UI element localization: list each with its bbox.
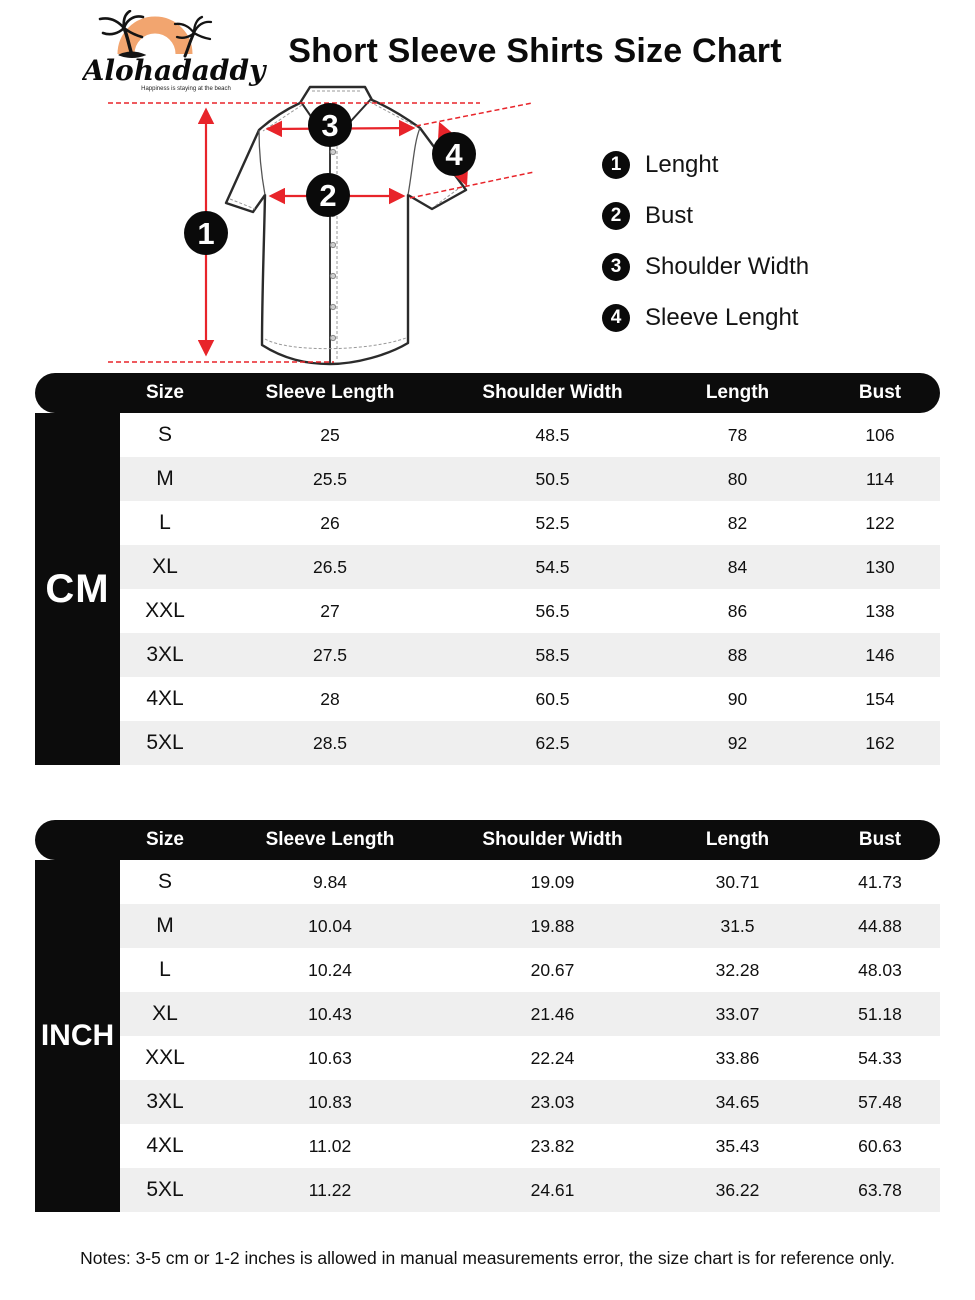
- table-cell: 10.04: [308, 915, 352, 936]
- table-row: [120, 633, 940, 677]
- table-cell: 19.09: [530, 871, 575, 892]
- table-row: [120, 677, 940, 721]
- unit-label-cm: CM: [35, 413, 120, 765]
- table-cell: 35.43: [715, 1135, 760, 1156]
- table-row: [120, 545, 940, 589]
- table-cell: 27: [320, 600, 340, 621]
- table-cell: 114: [866, 468, 894, 489]
- table-cell: 9.84: [312, 871, 348, 892]
- table-cell: 28.5: [312, 732, 348, 753]
- table-cell: 52.5: [535, 512, 570, 533]
- table-cell: 10.43: [308, 1003, 352, 1024]
- table-row: [120, 457, 940, 501]
- legend-label: Shoulder Width: [645, 253, 810, 280]
- table-cell: 25.5: [312, 468, 348, 489]
- table-body: [120, 413, 940, 765]
- table-cell: 10.83: [308, 1091, 352, 1112]
- table-cell: 92: [727, 732, 748, 753]
- table-cell: 27.5: [312, 644, 348, 665]
- badge-shoulder: 3: [321, 108, 339, 143]
- legend-item: [602, 151, 809, 179]
- table-row: [120, 1036, 940, 1080]
- shirt-measurement-diagram: [100, 82, 560, 377]
- table-cell: 88: [727, 644, 748, 665]
- table-cell: 84: [727, 556, 748, 577]
- table-cell: 48.5: [535, 424, 570, 445]
- table-cell: 130: [865, 556, 895, 577]
- table-cell: 25: [320, 424, 340, 445]
- table-cell: 154: [865, 688, 895, 709]
- table-cell: 62.5: [535, 732, 570, 753]
- brand-name: Alohadaddy: [82, 54, 266, 87]
- table-body: [120, 860, 940, 1212]
- table-cell: 80: [727, 468, 748, 489]
- table-header-row: [35, 820, 940, 860]
- legend-label: Sleeve Lenght: [645, 304, 799, 331]
- table-row: [120, 721, 940, 765]
- table-cell: 44.88: [858, 915, 902, 936]
- table-cell: 26.5: [312, 556, 348, 577]
- table-cell: 30.71: [715, 871, 760, 892]
- table-cell: 11.22: [308, 1179, 352, 1200]
- table-row: [120, 860, 940, 904]
- column-header: Shoulder Width: [482, 382, 623, 403]
- size-cell: 5XL: [146, 731, 184, 754]
- size-table-inch: [35, 820, 940, 1212]
- size-cell: S: [157, 870, 172, 893]
- table-cell: 10.63: [308, 1047, 352, 1068]
- table-cell: 36.22: [715, 1179, 760, 1200]
- table-cell: 19.88: [530, 915, 575, 936]
- table-cell: 32.28: [715, 959, 760, 980]
- table-row: [120, 904, 940, 948]
- column-header: Size: [145, 829, 185, 850]
- column-header: Sleeve Length: [265, 382, 395, 403]
- table-row: [120, 992, 940, 1036]
- size-cell: S: [157, 423, 172, 446]
- column-header: Bust: [858, 382, 902, 403]
- table-cell: 11.02: [308, 1135, 352, 1156]
- size-cell: XXL: [145, 599, 185, 622]
- page-title: Short Sleeve Shirts Size Chart: [288, 32, 782, 70]
- table-cell: 63.78: [858, 1179, 902, 1200]
- table-row: [120, 413, 940, 457]
- size-cell: 3XL: [146, 1090, 184, 1113]
- table-cell: 24.61: [530, 1179, 575, 1200]
- legend-number-badge: 3: [602, 253, 630, 281]
- table-cell: 60.5: [535, 688, 570, 709]
- table-cell: 31.5: [720, 915, 755, 936]
- table-cell: 28: [320, 688, 340, 709]
- legend-label: Bust: [645, 202, 694, 229]
- table-cell: 10.24: [308, 959, 352, 980]
- brand-tagline: Happiness is staying at the beach: [141, 86, 231, 92]
- legend-number-badge: 1: [602, 151, 630, 179]
- table-cell: 57.48: [858, 1091, 902, 1112]
- table-cell: 146: [865, 644, 895, 665]
- table-cell: 54.5: [535, 556, 570, 577]
- size-cell: 5XL: [146, 1178, 184, 1201]
- badge-bust: 2: [319, 178, 337, 213]
- table-cell: 56.5: [535, 600, 570, 621]
- table-cell: 51.18: [858, 1003, 902, 1024]
- legend-number-badge: 2: [602, 202, 630, 230]
- table-cell: 162: [865, 732, 895, 753]
- table-cell: 21.46: [530, 1003, 575, 1024]
- column-header: Shoulder Width: [482, 829, 623, 850]
- legend: [602, 151, 809, 355]
- table-cell: 60.63: [858, 1135, 902, 1156]
- table-cell: 58.5: [535, 644, 570, 665]
- size-cell: M: [156, 467, 174, 490]
- table-cell: 54.33: [858, 1047, 902, 1068]
- size-cell: XXL: [145, 1046, 185, 1069]
- unit-label-inch: INCH: [35, 860, 120, 1212]
- table-cell: 23.03: [530, 1091, 575, 1112]
- legend-number-badge: 4: [602, 304, 630, 332]
- column-header: Size: [145, 382, 185, 403]
- table-row: [120, 1080, 940, 1124]
- column-header: Bust: [858, 829, 902, 850]
- table-cell: 78: [727, 424, 748, 445]
- table-cell: 20.67: [530, 959, 575, 980]
- size-cell: XL: [152, 1002, 178, 1025]
- legend-item: [602, 253, 809, 281]
- table-cell: 50.5: [535, 468, 570, 489]
- size-table-cm: [35, 373, 940, 765]
- table-cell: 86: [727, 600, 748, 621]
- column-header: Sleeve Length: [265, 829, 395, 850]
- table-cell: 23.82: [530, 1135, 575, 1156]
- table-cell: 90: [727, 688, 748, 709]
- table-header-row: [35, 373, 940, 413]
- legend-item: [602, 304, 809, 332]
- table-row: [120, 1168, 940, 1212]
- size-cell: M: [156, 914, 174, 937]
- table-cell: 22.24: [530, 1047, 575, 1068]
- table-row: [120, 1124, 940, 1168]
- column-header: Length: [705, 829, 770, 850]
- badge-length: 1: [197, 216, 215, 251]
- size-cell: 4XL: [146, 1134, 184, 1157]
- size-cell: L: [159, 958, 171, 981]
- table-cell: 41.73: [858, 871, 902, 892]
- table-row: [120, 948, 940, 992]
- table-row: [120, 501, 940, 545]
- size-cell: XL: [152, 555, 178, 578]
- table-row: [120, 589, 940, 633]
- column-header: Length: [705, 382, 770, 403]
- table-cell: 26: [320, 512, 340, 533]
- table-cell: 106: [865, 424, 895, 445]
- table-cell: 48.03: [858, 959, 902, 980]
- legend-label: Lenght: [645, 151, 719, 178]
- table-cell: 82: [727, 512, 748, 533]
- size-cell: L: [159, 511, 171, 534]
- sun-arc-icon: [126, 25, 184, 54]
- table-cell: 33.07: [715, 1003, 760, 1024]
- table-cell: 138: [865, 600, 895, 621]
- badge-sleeve: 4: [445, 137, 463, 172]
- table-cell: 33.86: [715, 1047, 760, 1068]
- size-cell: 4XL: [146, 687, 184, 710]
- table-cell: 122: [865, 512, 895, 533]
- table-cell: 34.65: [715, 1091, 760, 1112]
- notes-text: Notes: 3-5 cm or 1-2 inches is allowed in manual measurements error, the size chart is for reference only.: [80, 1248, 895, 1268]
- size-cell: 3XL: [146, 643, 184, 666]
- legend-item: [602, 202, 809, 230]
